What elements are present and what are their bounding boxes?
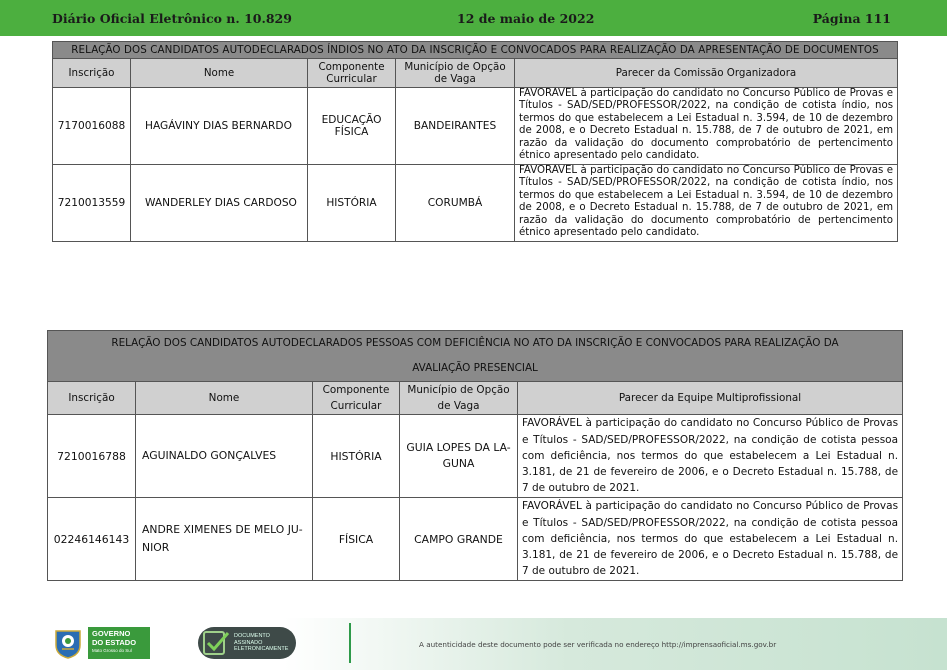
state-crest-icon bbox=[52, 627, 84, 659]
column-header: Nome bbox=[131, 59, 308, 88]
page-number: Página 111 bbox=[812, 10, 891, 26]
indigenous-candidates-table bbox=[52, 41, 898, 242]
disability-candidates-table bbox=[47, 330, 903, 581]
column-header: Parecer da Equipe Multiprofissional bbox=[518, 382, 903, 415]
seal-text: ELETRONICAMENTE bbox=[234, 646, 289, 652]
opinion-cell: FAVORÁVEL à participação do candidato no Concurso Público de Provas e Títulos - SAD/SED/PROFESSOR/2022, na condição de cotista índio, nos termos do que estabelecem a Lei Estadual n. 3.594, de 10 de dezembro de 2008, e o Decreto Estadual n. 15.788, de 7 de outubro de 2021, em razão da validação do documento comprobatório de pertencimento étnico apresentado pelo candidato. bbox=[515, 165, 898, 242]
table-row bbox=[48, 415, 903, 498]
logo-text: Mato Grosso do Sul bbox=[92, 648, 132, 653]
publication-title: Diário Oficial Eletrônico n. 10.829 bbox=[52, 10, 292, 26]
column-header: Componente Curricular bbox=[308, 59, 396, 88]
seal-text: DOCUMENTO bbox=[234, 633, 270, 639]
column-header: Nome bbox=[136, 382, 313, 415]
table-title: RELAÇÃO DOS CANDIDATOS AUTODECLARADOS ÍNDIOS NO ATO DA INSCRIÇÃO E CONVOCADOS PARA REALIZAÇÃO DA APRESENTAÇÃO DE DOCUMENTOS bbox=[53, 42, 898, 59]
publication-date: 12 de maio de 2022 bbox=[457, 10, 595, 26]
signed-document-seal bbox=[198, 627, 296, 659]
checkmark-icon bbox=[202, 630, 230, 656]
table-title: RELAÇÃO DOS CANDIDATOS AUTODECLARADOS PESSOAS COM DEFICIÊNCIA NO ATO DA INSCRIÇÃO E CONVOCADOS PARA REALIZAÇÃO DA AVALIAÇÃO PRESENCIAL bbox=[48, 331, 903, 382]
table-row bbox=[53, 88, 898, 165]
table-row bbox=[53, 165, 898, 242]
column-header: Inscrição bbox=[53, 59, 131, 88]
municipality-cell: GUIA LOPES DA LA-GUNA bbox=[400, 415, 518, 498]
registration-cell: 7170016088 bbox=[53, 88, 131, 165]
municipality-cell: CAMPO GRANDE bbox=[400, 498, 518, 581]
subject-cell: EDUCAÇÃO FÍSICA bbox=[308, 88, 396, 165]
authenticity-note: A autenticidade deste documento pode ser verificada no endereço http://imprensaoficial.ms.gov.br bbox=[419, 640, 777, 649]
column-header: Município de Opção de Vaga bbox=[400, 382, 518, 415]
seal-text: ASSINADO bbox=[234, 639, 263, 646]
registration-cell: 7210016788 bbox=[48, 415, 136, 498]
government-logo bbox=[88, 627, 150, 659]
logo-text: GOVERNO bbox=[92, 629, 131, 638]
column-header: Parecer da Comissão Organizadora bbox=[515, 59, 898, 88]
table-row bbox=[48, 498, 903, 581]
subject-cell: FÍSICA bbox=[313, 498, 400, 581]
name-cell: AGUINALDO GONÇALVES bbox=[136, 415, 313, 498]
column-header: Município de Opção de Vaga bbox=[396, 59, 515, 88]
name-cell: HAGÁVINY DIAS BERNARDO bbox=[131, 88, 308, 165]
registration-cell: 02246146143 bbox=[48, 498, 136, 581]
column-header: Componente Curricular bbox=[313, 382, 400, 415]
footer-divider bbox=[349, 623, 351, 663]
column-header: Inscrição bbox=[48, 382, 136, 415]
subject-cell: HISTÓRIA bbox=[308, 165, 396, 242]
registration-cell: 7210013559 bbox=[53, 165, 131, 242]
opinion-cell: FAVORÁVEL à participação do candidato no Concurso Público de Provas e Títulos - SAD/SED/PROFESSOR/2022, na condição de cotista índio, nos termos do que estabelecem a Lei Estadual n. 3.594, de 10 de dezembro de 2008, e o Decreto Estadual n. 15.788, de 7 de outubro de 2021, em razão da validação do documento comprobatório de pertencimento étnico apresentado pelo candidato. bbox=[515, 88, 898, 165]
municipality-cell: BANDEIRANTES bbox=[396, 88, 515, 165]
opinion-cell: FAVORÁVEL à participação do candidato no Concurso Público de Provas e Títulos - SAD/SED/PROFESSOR/2022, na condição de cotista pessoa com deficiência, nos termos do que estabelecem a Lei Estadual n. 3.181, de 21 de fevereiro de 2006, e o Decreto Estadual n. 15.788, de 7 de outubro de 2021. bbox=[518, 415, 903, 498]
municipality-cell: CORUMBÁ bbox=[396, 165, 515, 242]
name-cell: ANDRE XIMENES DE MELO JU-NIOR bbox=[136, 498, 313, 581]
opinion-cell: FAVORÁVEL à participação do candidato no Concurso Público de Provas e Títulos - SAD/SED/PROFESSOR/2022, na condição de cotista pessoa com deficiência, nos termos do que estabelecem a Lei Estadual n. 3.181, de 21 de fevereiro de 2006, e o Decreto Estadual n. 15.788, de 7 de outubro de 2021. bbox=[518, 498, 903, 581]
logo-text: DO ESTADO bbox=[92, 637, 137, 647]
subject-cell: HISTÓRIA bbox=[313, 415, 400, 498]
name-cell: WANDERLEY DIAS CARDOSO bbox=[131, 165, 308, 242]
page-header bbox=[0, 0, 947, 36]
